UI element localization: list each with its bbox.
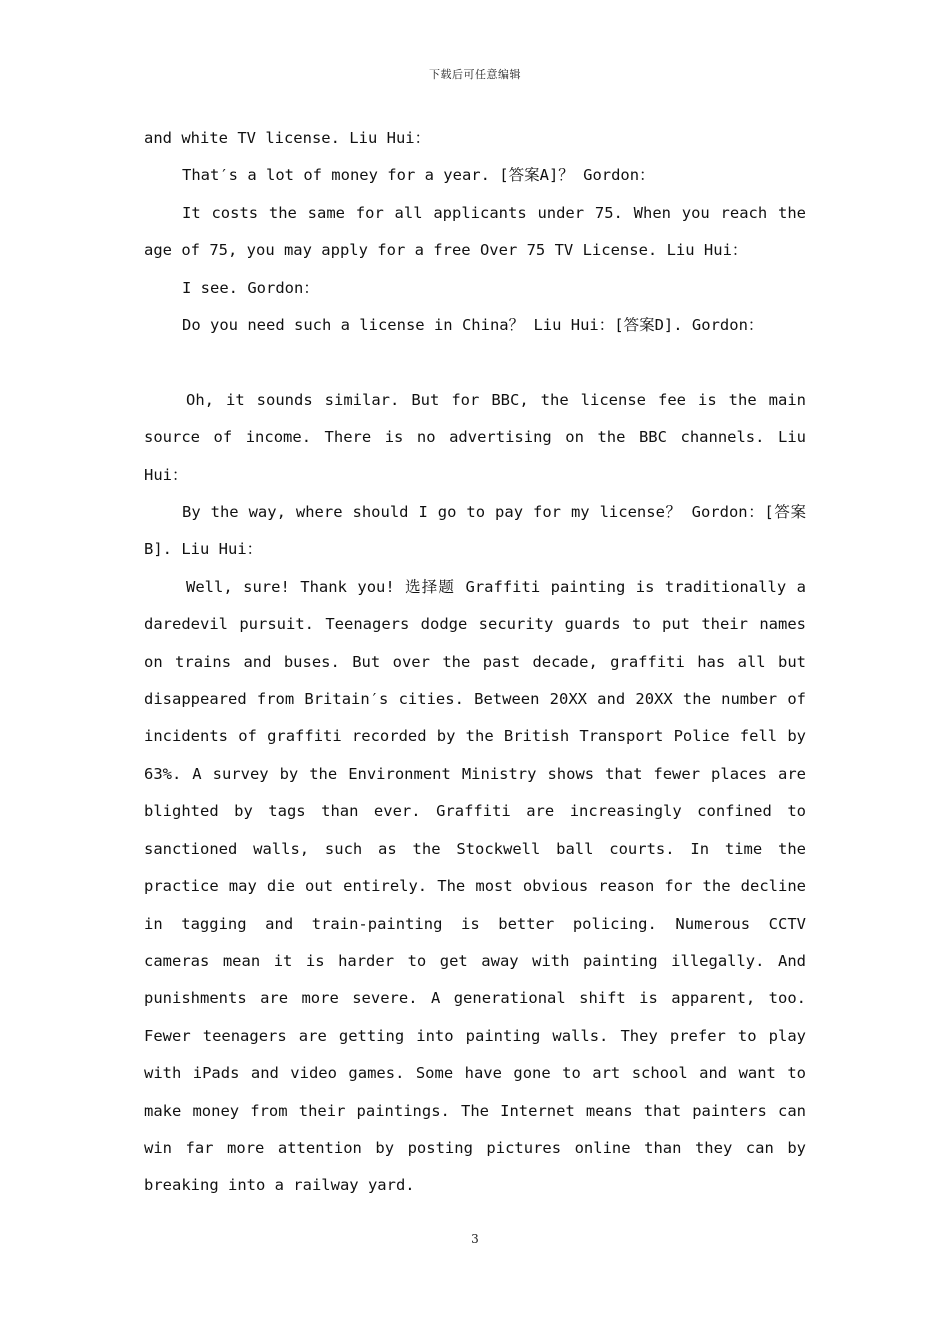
paragraph-1: and white TV license. Liu Hui：: [144, 129, 431, 147]
paragraph-6: Oh, it sounds similar. But for BBC, the license fee is the main source of income. There is no advertising on the BBC channels. Liu Hui：: [144, 390, 806, 484]
paragraph-7: By the way, where should I go to pay for my license？ Gordon：[答案B]. Liu Hui：: [144, 503, 806, 559]
page-number: 3: [471, 1232, 479, 1246]
paragraph-2: That′s a lot of money for a year. [答案A]？ Gordon：: [182, 166, 655, 185]
paragraph-3: It costs the same for all applicants under 75. When you reach the age of 75, you may apply for a free Over 75 TV License. Liu Hui：: [144, 203, 806, 260]
paragraph-8: Well, sure! Thank you! 选择题 Graffiti painting is traditionally a daredevil pursuit. Teenagers dodge security guards to put their names on trains and buses. But over the past decade, graffiti has all but disappeared from Britain′s cities. Between 20XX and 20XX the number of incidents of graffiti recorded by the British Transport Police fell by 63%. A survey by the Environment Ministry shows that fewer places are blighted by tags than ever. Graffiti are increasingly confined to sanctioned walls, such as the Stockwell ball courts. In time the practice may die out entirely. The most obvious reason for the decline in tagging and train-painting is better policing. Numerous CCTV cameras mean it is harder to get away with painting illegally. And punishments are more severe. A generational shift is apparent, too. Fewer teenagers are getting into painting walls. They prefer to play with iPads and video games. Some have gone to art school and want to make money from their paintings. The Internet means that painters can win far more attention by posting pictures online than they can by breaking into a railway yard.: [144, 577, 806, 1195]
paragraph-4: I see. Gordon：: [182, 278, 319, 297]
document-body: [144, 120, 806, 1205]
page-header: 下载后可任意编辑: [429, 68, 521, 81]
blank-line: [144, 344, 806, 381]
paragraph-5: Do you need such a license in China？ Liu Hui：[答案D]. Gordon：: [182, 316, 764, 335]
